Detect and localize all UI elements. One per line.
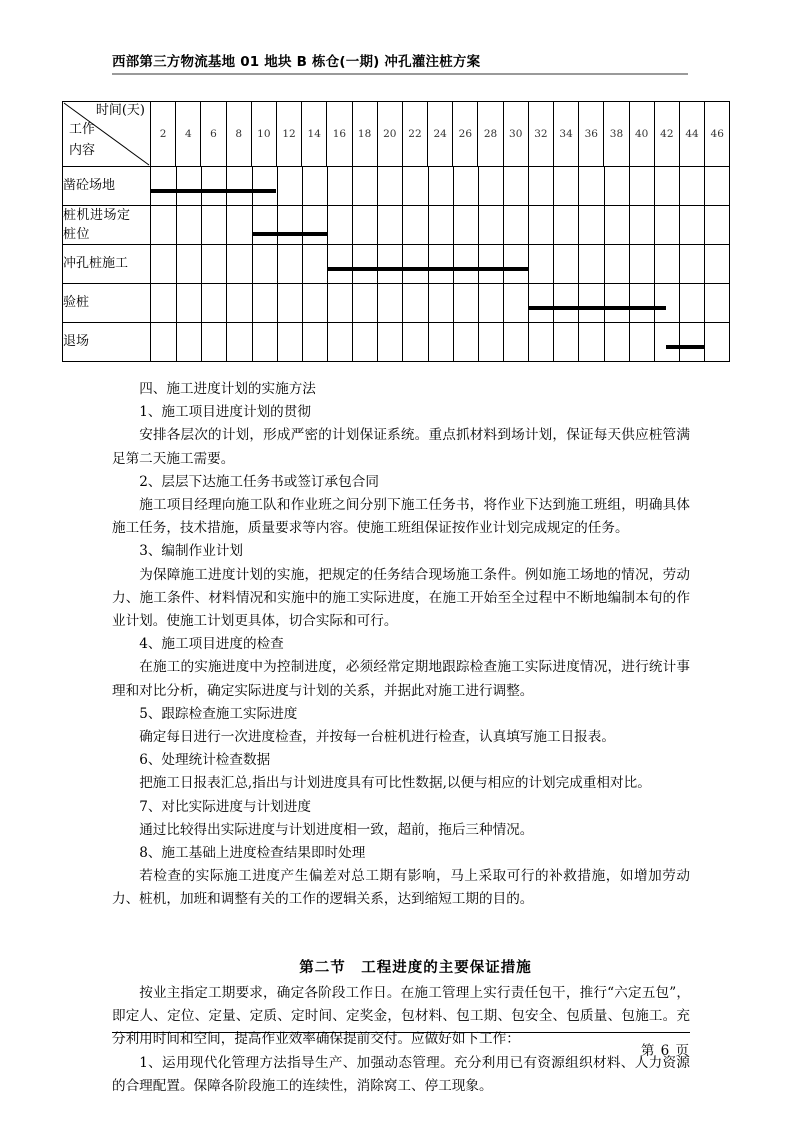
gantt-grid-line	[402, 206, 403, 244]
gantt-day-header: 2	[151, 102, 176, 167]
gantt-task-track	[151, 206, 730, 245]
gantt-grid-line	[578, 206, 579, 244]
gantt-grid-line	[352, 284, 353, 322]
body-paragraph: 安排各层次的计划，形成严密的计划保证系统。重点抓材料到场计划，保证每天供应桩管满足第二天施工需要。	[112, 427, 690, 467]
body-paragraph: 3、编制作业计划	[139, 543, 243, 560]
gantt-grid-line	[503, 206, 504, 244]
body-paragraph: 施工项目经理向施工队和作业班之间分别下施工任务书，将作业下达到施工班组，明确具体施工任务，技术措施，质量要求等内容。使施工班组保证按作业计划完成规定的任务。	[112, 497, 690, 537]
gantt-content-label: 内容	[69, 143, 96, 158]
gantt-grid-line	[503, 284, 504, 322]
gantt-day-header: 10	[251, 102, 276, 167]
gantt-task-row	[63, 245, 730, 284]
gantt-grid-line	[302, 167, 303, 205]
gantt-day-header: 36	[579, 102, 604, 167]
gantt-task-row	[63, 323, 730, 362]
body-paragraph: 1、运用现代化管理方法指导生产、加强动态管理。充分利用已有资源组织材料、人力资源的合理配置。保障各阶段施工的连续性，消除窝工、停工现象。	[112, 1054, 690, 1094]
body-paragraph: 按业主指定工期要求，确定各阶段工作日。在施工管理上实行责任包干，推行“六定五包”，即定人、定位、定量、定质、定时间、定奖金，包材料、包工期、包安全、包质量、包施工。充分利用时间和空间，提高作业效率确保提前交付。应做好如下工作：	[112, 985, 690, 1048]
gantt-grid-line	[226, 323, 227, 361]
document-footer	[112, 1032, 690, 1059]
gantt-grid-line	[578, 245, 579, 283]
gantt-grid-line	[402, 323, 403, 361]
gantt-grid-line	[327, 323, 328, 361]
gantt-grid-line	[428, 206, 429, 244]
gantt-task-label: 冲孔桩施工	[63, 245, 151, 284]
gantt-grid-line	[377, 284, 378, 322]
gantt-grid-line	[377, 245, 378, 283]
gantt-task-label: 桩机进场定 桩位	[63, 206, 151, 245]
page-number: 第 6 页	[640, 1043, 690, 1059]
gantt-grid-line	[302, 245, 303, 283]
gantt-grid-line	[402, 284, 403, 322]
schedule-gantt-chart	[62, 101, 730, 362]
gantt-task-row	[63, 284, 730, 323]
gantt-grid-line	[327, 245, 328, 283]
gantt-grid-line	[176, 284, 177, 322]
gantt-grid-line	[528, 284, 529, 322]
gantt-day-header: 22	[402, 102, 427, 167]
gantt-day-header: 34	[554, 102, 579, 167]
gantt-task-row	[63, 167, 730, 206]
body-paragraph: 通过比较得出实际进度与计划进度相一致，超前，拖后三种情况。	[139, 821, 534, 838]
gantt-grid-line	[277, 167, 278, 205]
gantt-day-header: 30	[503, 102, 528, 167]
gantt-grid-line	[629, 284, 630, 322]
gantt-grid-line	[302, 284, 303, 322]
gantt-task-label: 验桩	[63, 284, 151, 323]
gantt-bar	[252, 232, 327, 236]
gantt-day-header: 32	[528, 102, 553, 167]
gantt-grid-line	[201, 323, 202, 361]
gantt-grid-line	[679, 206, 680, 244]
gantt-grid-line	[629, 206, 630, 244]
gantt-day-header: 6	[201, 102, 226, 167]
body-paragraph: 5、跟踪检查施工实际进度	[139, 705, 298, 722]
gantt-task-track	[151, 323, 730, 362]
gantt-grid-line	[252, 167, 253, 205]
gantt-grid-line	[201, 167, 202, 205]
gantt-grid-line	[528, 206, 529, 244]
body-paragraph: 7、对比实际进度与计划进度	[139, 798, 311, 815]
gantt-day-header: 46	[705, 102, 730, 167]
header-rule	[112, 73, 688, 75]
body-paragraph: 四、施工进度计划的实施方法	[139, 381, 316, 397]
document-body	[112, 378, 690, 1098]
gantt-grid-line	[604, 206, 605, 244]
gantt-grid-line	[503, 323, 504, 361]
gantt-grid-line	[277, 206, 278, 244]
gantt-table	[62, 101, 730, 362]
body-paragraph: 把施工日报表汇总,指出与计划进度具有可比性数据,以便与相应的计划完成重相对比。	[139, 775, 651, 792]
gantt-grid-line	[654, 167, 655, 205]
gantt-day-header: 28	[478, 102, 503, 167]
gantt-grid-line	[226, 206, 227, 244]
gantt-grid-line	[277, 245, 278, 283]
body-paragraph: 确定每日进行一次进度检查，并按每一台桩机进行检查，认真填写施工日报表。	[139, 729, 615, 746]
section-heading: 第二节 工程进度的主要保证措施	[299, 959, 532, 976]
gantt-grid-line	[327, 167, 328, 205]
gantt-grid-line	[528, 323, 529, 361]
gantt-day-header: 20	[377, 102, 402, 167]
gantt-grid-line	[528, 167, 529, 205]
gantt-task-track	[151, 167, 730, 206]
gantt-grid-line	[201, 284, 202, 322]
gantt-day-header: 42	[654, 102, 679, 167]
gantt-grid-line	[252, 245, 253, 283]
gantt-grid-line	[679, 323, 680, 361]
gantt-grid-line	[578, 167, 579, 205]
gantt-grid-line	[629, 167, 630, 205]
gantt-grid-line	[629, 245, 630, 283]
body-paragraph: 6、处理统计检查数据	[139, 752, 271, 769]
gantt-header-row	[63, 102, 730, 167]
gantt-bar	[151, 189, 276, 193]
gantt-grid-line	[428, 284, 429, 322]
gantt-grid-line	[679, 245, 680, 283]
gantt-grid-line	[352, 323, 353, 361]
gantt-day-header: 14	[302, 102, 327, 167]
document-title: 西部第三方物流基地 01 地块 B 栋仓(一期) 冲孔灌注桩方案	[112, 54, 481, 70]
gantt-grid-line	[176, 245, 177, 283]
gantt-grid-line	[553, 206, 554, 244]
gantt-day-header: 16	[327, 102, 352, 167]
document-header	[112, 53, 688, 75]
gantt-day-header: 38	[604, 102, 629, 167]
gantt-day-header: 44	[679, 102, 704, 167]
gantt-grid-line	[704, 323, 705, 361]
gantt-time-axis-label: 时间(天)	[95, 103, 145, 118]
gantt-grid-line	[553, 323, 554, 361]
gantt-grid-line	[679, 284, 680, 322]
gantt-bars-layer	[151, 323, 729, 361]
gantt-grid-line	[377, 167, 378, 205]
gantt-grid-line	[704, 206, 705, 244]
gantt-bars-layer	[151, 284, 729, 322]
gantt-grid-line	[704, 245, 705, 283]
gantt-grid-line	[201, 245, 202, 283]
gantt-grid-line	[453, 284, 454, 322]
gantt-grid-line	[503, 167, 504, 205]
paragraph-spacer	[112, 912, 690, 935]
body-paragraph: 1、施工项目进度计划的贯彻	[139, 404, 311, 421]
gantt-grid-line	[302, 323, 303, 361]
gantt-grid-line	[704, 167, 705, 205]
gantt-grid-line	[176, 206, 177, 244]
gantt-grid-line	[604, 284, 605, 322]
gantt-grid-line	[327, 284, 328, 322]
gantt-grid-line	[377, 323, 378, 361]
footer-rule	[112, 1032, 690, 1033]
body-paragraph: 在施工的实施进度中为控制进度，必须经常定期地跟踪检查施工实际进度情况，进行统计事理和对比分析，确定实际进度与计划的关系，并据此对施工进行调整。	[112, 659, 690, 699]
gantt-grid-line	[352, 245, 353, 283]
gantt-grid-line	[428, 167, 429, 205]
gantt-grid-line	[428, 245, 429, 283]
gantt-bars-layer	[151, 206, 729, 244]
gantt-grid-line	[553, 284, 554, 322]
gantt-grid-line	[352, 206, 353, 244]
gantt-bars-layer	[151, 167, 729, 205]
gantt-task-label: 凿砼场地	[63, 167, 151, 206]
gantt-grid-line	[578, 284, 579, 322]
gantt-grid-line	[478, 206, 479, 244]
gantt-grid-line	[453, 323, 454, 361]
gantt-grid-line	[453, 206, 454, 244]
gantt-bar	[528, 306, 666, 310]
gantt-grid-line	[478, 284, 479, 322]
gantt-corner-cell	[63, 102, 151, 167]
gantt-grid-line	[654, 323, 655, 361]
body-paragraph: 为保障施工进度计划的实施，把规定的任务结合现场施工条件。例如施工场地的情况，劳动力、施工条件、材料情况和实施中的施工实际进度，在施工开始至全过程中不断地编制本旬的作业计划。使施工计划更具体，切合实际和可行。	[112, 566, 690, 630]
body-paragraph: 4、施工项目进度的检查	[139, 636, 284, 653]
gantt-grid-line	[478, 323, 479, 361]
gantt-work-label: 工作	[69, 122, 96, 137]
gantt-grid-line	[553, 245, 554, 283]
gantt-grid-line	[453, 167, 454, 205]
gantt-grid-line	[252, 284, 253, 322]
gantt-grid-line	[654, 284, 655, 322]
gantt-grid-line	[176, 323, 177, 361]
gantt-grid-line	[327, 206, 328, 244]
gantt-grid-line	[654, 206, 655, 244]
gantt-grid-line	[226, 284, 227, 322]
gantt-grid-line	[402, 167, 403, 205]
gantt-grid-line	[377, 206, 378, 244]
body-paragraph: 若检查的实际施工进度产生偏差对总工期有影响，马上采取可行的补救措施，如增加劳动力、桩机，加班和调整有关的工作的逻辑关系，达到缩短工期的目的。	[112, 868, 690, 908]
gantt-grid-line	[453, 245, 454, 283]
gantt-grid-line	[226, 167, 227, 205]
gantt-grid-line	[201, 206, 202, 244]
gantt-day-header: 4	[176, 102, 201, 167]
gantt-grid-line	[252, 206, 253, 244]
gantt-grid-line	[478, 245, 479, 283]
gantt-grid-line	[252, 323, 253, 361]
gantt-bar	[327, 267, 528, 271]
gantt-grid-line	[277, 323, 278, 361]
gantt-grid-line	[528, 245, 529, 283]
gantt-grid-line	[679, 167, 680, 205]
gantt-grid-line	[604, 245, 605, 283]
gantt-grid-line	[654, 245, 655, 283]
gantt-bars-layer	[151, 245, 729, 283]
body-paragraph: 8、施工基础上进度检查结果即时处理	[139, 845, 366, 862]
gantt-grid-line	[553, 167, 554, 205]
gantt-task-track	[151, 245, 730, 284]
gantt-day-header: 12	[276, 102, 301, 167]
gantt-grid-line	[428, 323, 429, 361]
gantt-day-header: 18	[352, 102, 377, 167]
gantt-grid-line	[478, 167, 479, 205]
gantt-task-row	[63, 206, 730, 245]
gantt-task-track	[151, 284, 730, 323]
body-paragraph: 2、层层下达施工任务书或签订承包合同	[139, 473, 379, 490]
gantt-grid-line	[226, 245, 227, 283]
gantt-bar	[666, 345, 704, 349]
gantt-day-header: 8	[226, 102, 251, 167]
gantt-grid-line	[704, 284, 705, 322]
gantt-grid-line	[176, 167, 177, 205]
gantt-task-label: 退场	[63, 323, 151, 362]
gantt-grid-line	[402, 245, 403, 283]
gantt-grid-line	[604, 323, 605, 361]
gantt-grid-line	[604, 167, 605, 205]
gantt-day-header: 24	[428, 102, 453, 167]
gantt-grid-line	[352, 167, 353, 205]
gantt-grid-line	[302, 206, 303, 244]
gantt-grid-line	[578, 323, 579, 361]
gantt-day-header: 40	[629, 102, 654, 167]
gantt-grid-line	[503, 245, 504, 283]
gantt-grid-line	[277, 284, 278, 322]
gantt-grid-line	[629, 323, 630, 361]
gantt-day-header: 26	[453, 102, 478, 167]
